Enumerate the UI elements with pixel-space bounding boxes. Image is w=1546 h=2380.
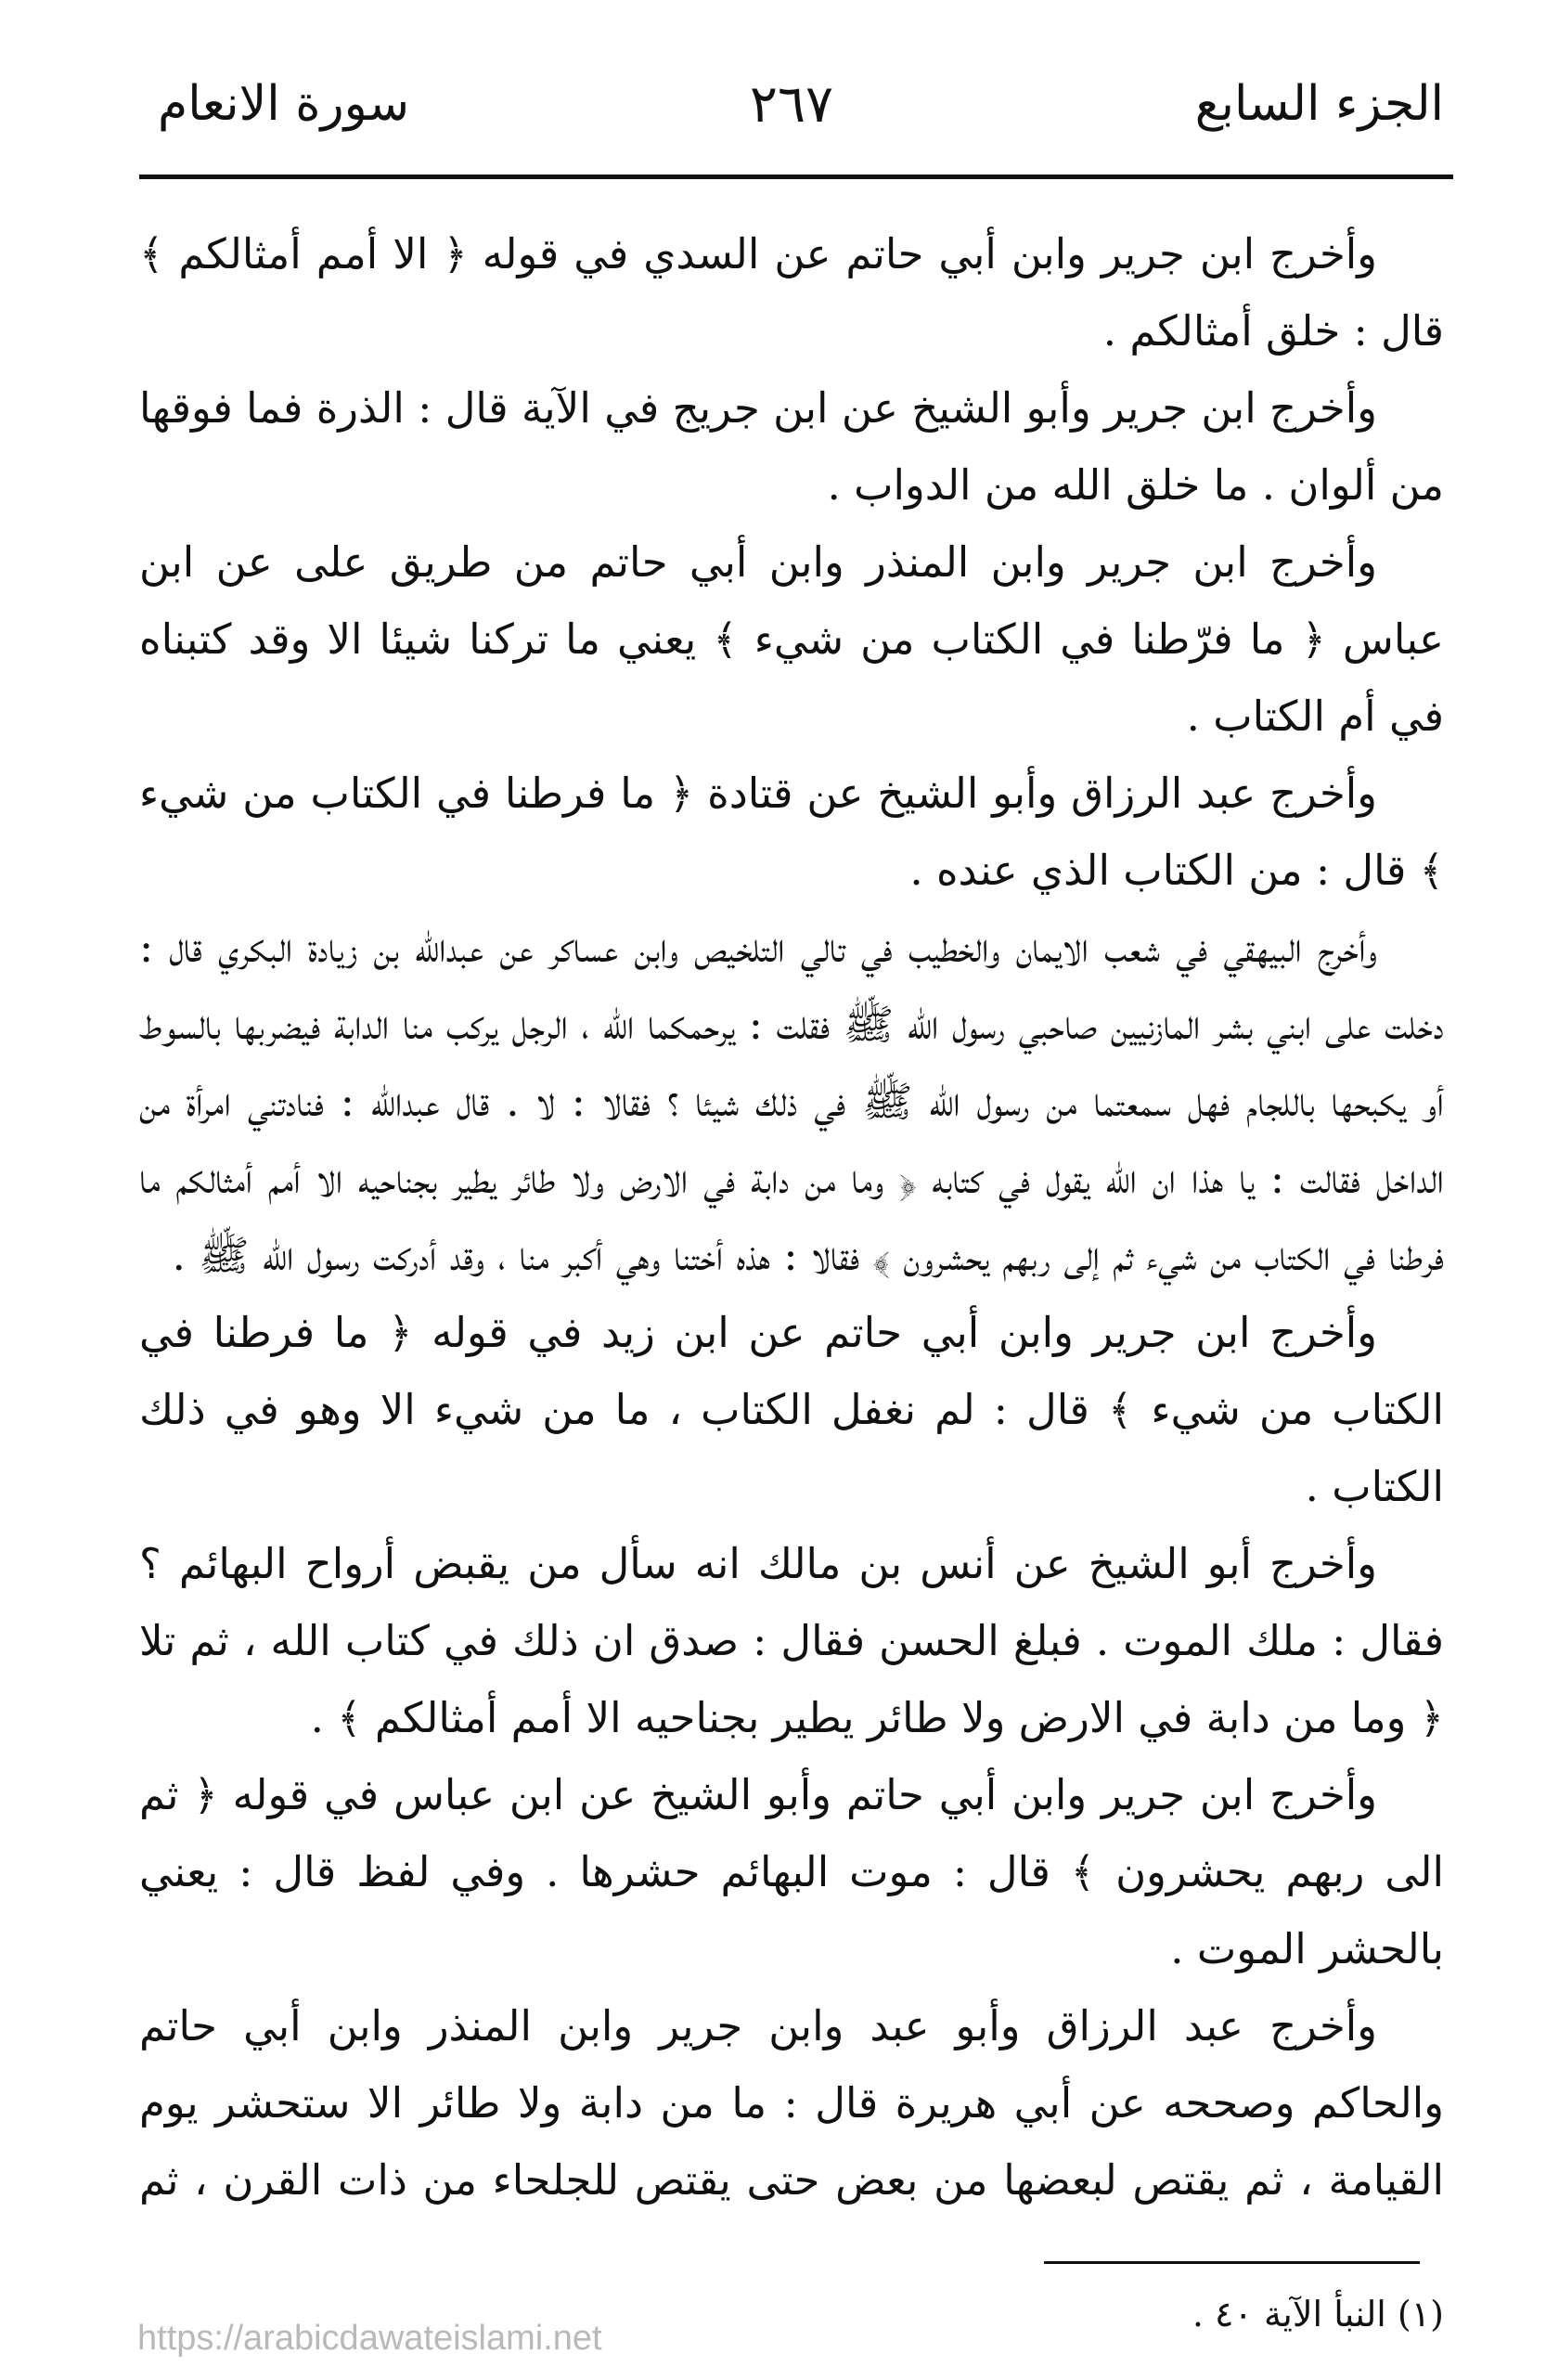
header-rule xyxy=(139,175,1453,179)
page-body xyxy=(139,215,1444,2220)
juz-label: الجزء السابع xyxy=(1194,76,1444,132)
paragraph-9: وأخرج عبد الرزاق وأبو عبد وابن جرير وابن المنذر وابن أبي حاتم والحاكم وصححه عن أبي هريرة قال : ما من دابة ولا طائر الا ستحشر يوم القيامة ، ثم يقتص لبعضها من بعض حتى يقتص للجلحاء من ذات القرن ، ثم xyxy=(139,2001,1444,2205)
paragraph-7: وأخرج أبو الشيخ عن أنس بن مالك انه سأل من يقبض أرواح البهائم ؟ فقال : ملك الموت . فبلغ الحسن فقال : صدق ان ذلك في كتاب الله ، ثم تلا ﴿ وما من دابة في الارض ولا طائر يطير بجناحيه الا أمم أمثالكم ﴾ . xyxy=(139,1539,1444,1742)
page-header xyxy=(139,58,1444,150)
paragraph-5: وأخرج البيهقي في شعب الايمان والخطيب في تالي التلخيص وابن عساكر عن عبدالله بن زيادة البكري قال : دخلت على ابني بشر المازنيين صاحبي رسول الله ﷺ فقلت : يرحمكما الله ، الرجل يركب منا الدابة فيضربها بالسوط أو يكبحها باللجام فهل سمعتما من رسول الله ﷺ في ذلك شيئا ؟ فقالا : لا . قال عبدالله : فنادتني امرأة من الداخل فقالت : يا هذا ان الله يقول في كتابه ﴿ وما من دابة في الارض ولا طائر يطير بجناحيه الا أمم أمثالكم ما فرطنا في الكتاب من شيء ثم إلى ربهم يحشرون ﴾ فقالا : هذه أختنا وهي أكبر منا ، وقد أدركت رسول الله ﷺ . xyxy=(139,923,1444,1280)
paragraph-3: وأخرج ابن جرير وابن المنذر وابن أبي حاتم من طريق على عن ابن عباس ﴿ ما فرّطنا في الكتاب من شيء ﴾ يعني ما تركنا شيئا الا وقد كتبناه في أم الكتاب . xyxy=(139,537,1444,741)
watermark-link[interactable]: https://arabicdawateislami.net xyxy=(137,2319,602,2358)
paragraph-1: وأخرج ابن جرير وابن أبي حاتم عن السدي في قوله ﴿ الا أمم أمثالكم ﴾ قال : خلق أمثالكم . xyxy=(139,229,1444,356)
surah-label: سورة الانعام xyxy=(158,76,410,132)
paragraph-6: وأخرج ابن جرير وابن أبي حاتم عن ابن زيد في قوله ﴿ ما فرطنا في الكتاب من شيء ﴾ قال : لم نغفل الكتاب ، ما من شيء الا وهو في ذلك الكتاب . xyxy=(139,1308,1444,1511)
footnote: (١) النبأ الآية ٤٠ . xyxy=(1192,2294,1444,2335)
footnote-rule xyxy=(1044,2261,1420,2264)
paragraph-8: وأخرج ابن جرير وابن أبي حاتم وأبو الشيخ عن ابن عباس في قوله ﴿ ثم الى ربهم يحشرون ﴾ قال : موت البهائم حشرها . وفي لفظ قال : يعني بالحشر الموت . xyxy=(139,1770,1444,1973)
paragraph-4: وأخرج عبد الرزاق وأبو الشيخ عن قتادة ﴿ ما فرطنا في الكتاب من شيء ﴾ قال : من الكتاب الذي عنده . xyxy=(139,769,1444,895)
paragraph-2: وأخرج ابن جرير وأبو الشيخ عن ابن جريج في الآية قال : الذرة فما فوقها من ألوان . ما خلق الله من الدواب . xyxy=(139,383,1444,510)
page-number: ٢٦٧ xyxy=(749,74,834,135)
